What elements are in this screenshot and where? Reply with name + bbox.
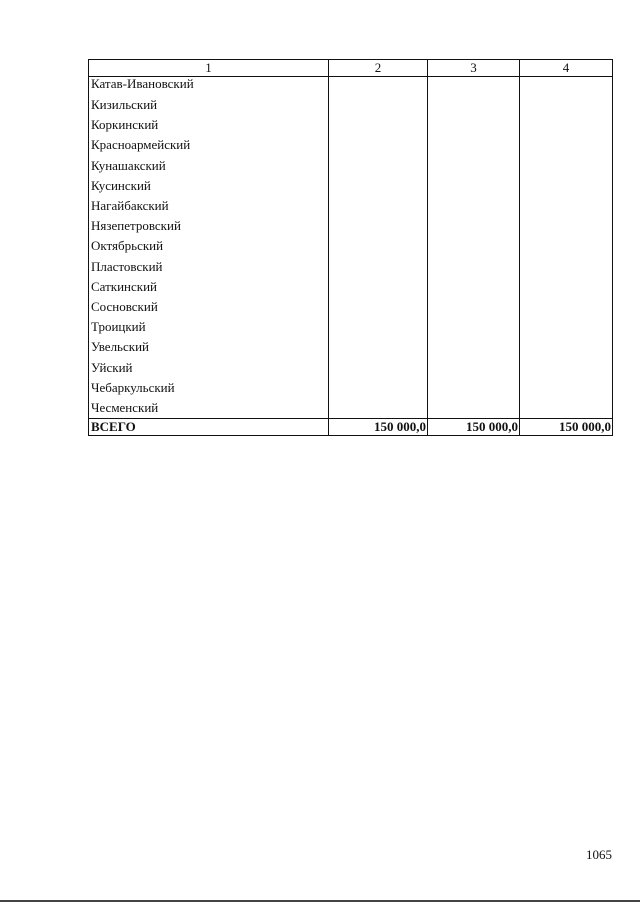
cell-col-3: [428, 337, 520, 357]
header-col-3: 3: [428, 60, 520, 77]
header-col-2: 2: [329, 60, 428, 77]
cell-col-4: [520, 95, 613, 115]
total-value-col-3: 150 000,0: [428, 419, 520, 436]
table-row: [89, 297, 613, 317]
cell-col-4: [520, 378, 613, 398]
cell-col-3: [428, 115, 520, 135]
bottom-rule: [0, 900, 640, 902]
district-name: Пластовский: [89, 257, 329, 277]
cell-col-2: [329, 337, 428, 357]
district-name: Кусинский: [89, 176, 329, 196]
cell-col-2: [329, 357, 428, 377]
cell-col-3: [428, 398, 520, 419]
district-name: Чебаркульский: [89, 378, 329, 398]
district-name: Троицкий: [89, 317, 329, 337]
cell-col-2: [329, 196, 428, 216]
table-row: [89, 176, 613, 196]
district-name: Чесменский: [89, 398, 329, 419]
cell-col-2: [329, 176, 428, 196]
cell-col-3: [428, 156, 520, 176]
cell-col-2: [329, 297, 428, 317]
cell-col-3: [428, 297, 520, 317]
table-row: [89, 357, 613, 377]
cell-col-2: [329, 257, 428, 277]
table-row: [89, 317, 613, 337]
cell-col-4: [520, 115, 613, 135]
table-row: [89, 398, 613, 419]
cell-col-4: [520, 236, 613, 256]
cell-col-2: [329, 317, 428, 337]
cell-col-2: [329, 398, 428, 419]
district-name: Коркинский: [89, 115, 329, 135]
cell-col-3: [428, 257, 520, 277]
cell-col-4: [520, 297, 613, 317]
cell-col-2: [329, 95, 428, 115]
table-row: [89, 277, 613, 297]
table-row: [89, 115, 613, 135]
cell-col-3: [428, 277, 520, 297]
district-table: [88, 59, 613, 436]
district-name: Саткинский: [89, 277, 329, 297]
cell-col-3: [428, 216, 520, 236]
cell-col-4: [520, 156, 613, 176]
cell-col-2: [329, 77, 428, 96]
cell-col-3: [428, 378, 520, 398]
cell-col-3: [428, 135, 520, 155]
table-row: [89, 216, 613, 236]
cell-col-2: [329, 115, 428, 135]
table-row: [89, 236, 613, 256]
table-row: [89, 378, 613, 398]
cell-col-3: [428, 357, 520, 377]
district-name: Уйский: [89, 357, 329, 377]
table-body: [89, 77, 613, 419]
table-row: [89, 77, 613, 96]
cell-col-3: [428, 196, 520, 216]
cell-col-3: [428, 77, 520, 96]
total-value-col-2: 150 000,0: [329, 419, 428, 436]
cell-col-2: [329, 135, 428, 155]
district-name: Кизильский: [89, 95, 329, 115]
cell-col-4: [520, 176, 613, 196]
district-name: Красноармейский: [89, 135, 329, 155]
header-col-4: 4: [520, 60, 613, 77]
district-name: Октябрьский: [89, 236, 329, 256]
cell-col-4: [520, 317, 613, 337]
cell-col-4: [520, 196, 613, 216]
cell-col-2: [329, 236, 428, 256]
district-name: Кунашакский: [89, 156, 329, 176]
cell-col-2: [329, 156, 428, 176]
district-name: Увельский: [89, 337, 329, 357]
cell-col-4: [520, 216, 613, 236]
table-row: [89, 95, 613, 115]
cell-col-4: [520, 337, 613, 357]
district-name: Катав-Ивановский: [89, 77, 329, 96]
table-row: [89, 196, 613, 216]
district-name: Нязепетровский: [89, 216, 329, 236]
table-row: [89, 156, 613, 176]
total-value-col-4: 150 000,0: [520, 419, 613, 436]
cell-col-2: [329, 378, 428, 398]
cell-col-4: [520, 277, 613, 297]
cell-col-2: [329, 277, 428, 297]
table-row: [89, 257, 613, 277]
table-row: [89, 337, 613, 357]
cell-col-2: [329, 216, 428, 236]
cell-col-3: [428, 236, 520, 256]
table-row: [89, 135, 613, 155]
cell-col-4: [520, 357, 613, 377]
cell-col-4: [520, 257, 613, 277]
cell-col-4: [520, 135, 613, 155]
header-col-1: 1: [89, 60, 329, 77]
cell-col-3: [428, 95, 520, 115]
header-row: [89, 60, 613, 77]
total-label: ВСЕГО: [89, 419, 329, 436]
total-row: [89, 419, 613, 436]
cell-col-4: [520, 398, 613, 419]
page-number: 1065: [586, 847, 612, 862]
district-name: Сосновский: [89, 297, 329, 317]
cell-col-4: [520, 77, 613, 96]
district-name: Нагайбакский: [89, 196, 329, 216]
cell-col-3: [428, 176, 520, 196]
cell-col-3: [428, 317, 520, 337]
